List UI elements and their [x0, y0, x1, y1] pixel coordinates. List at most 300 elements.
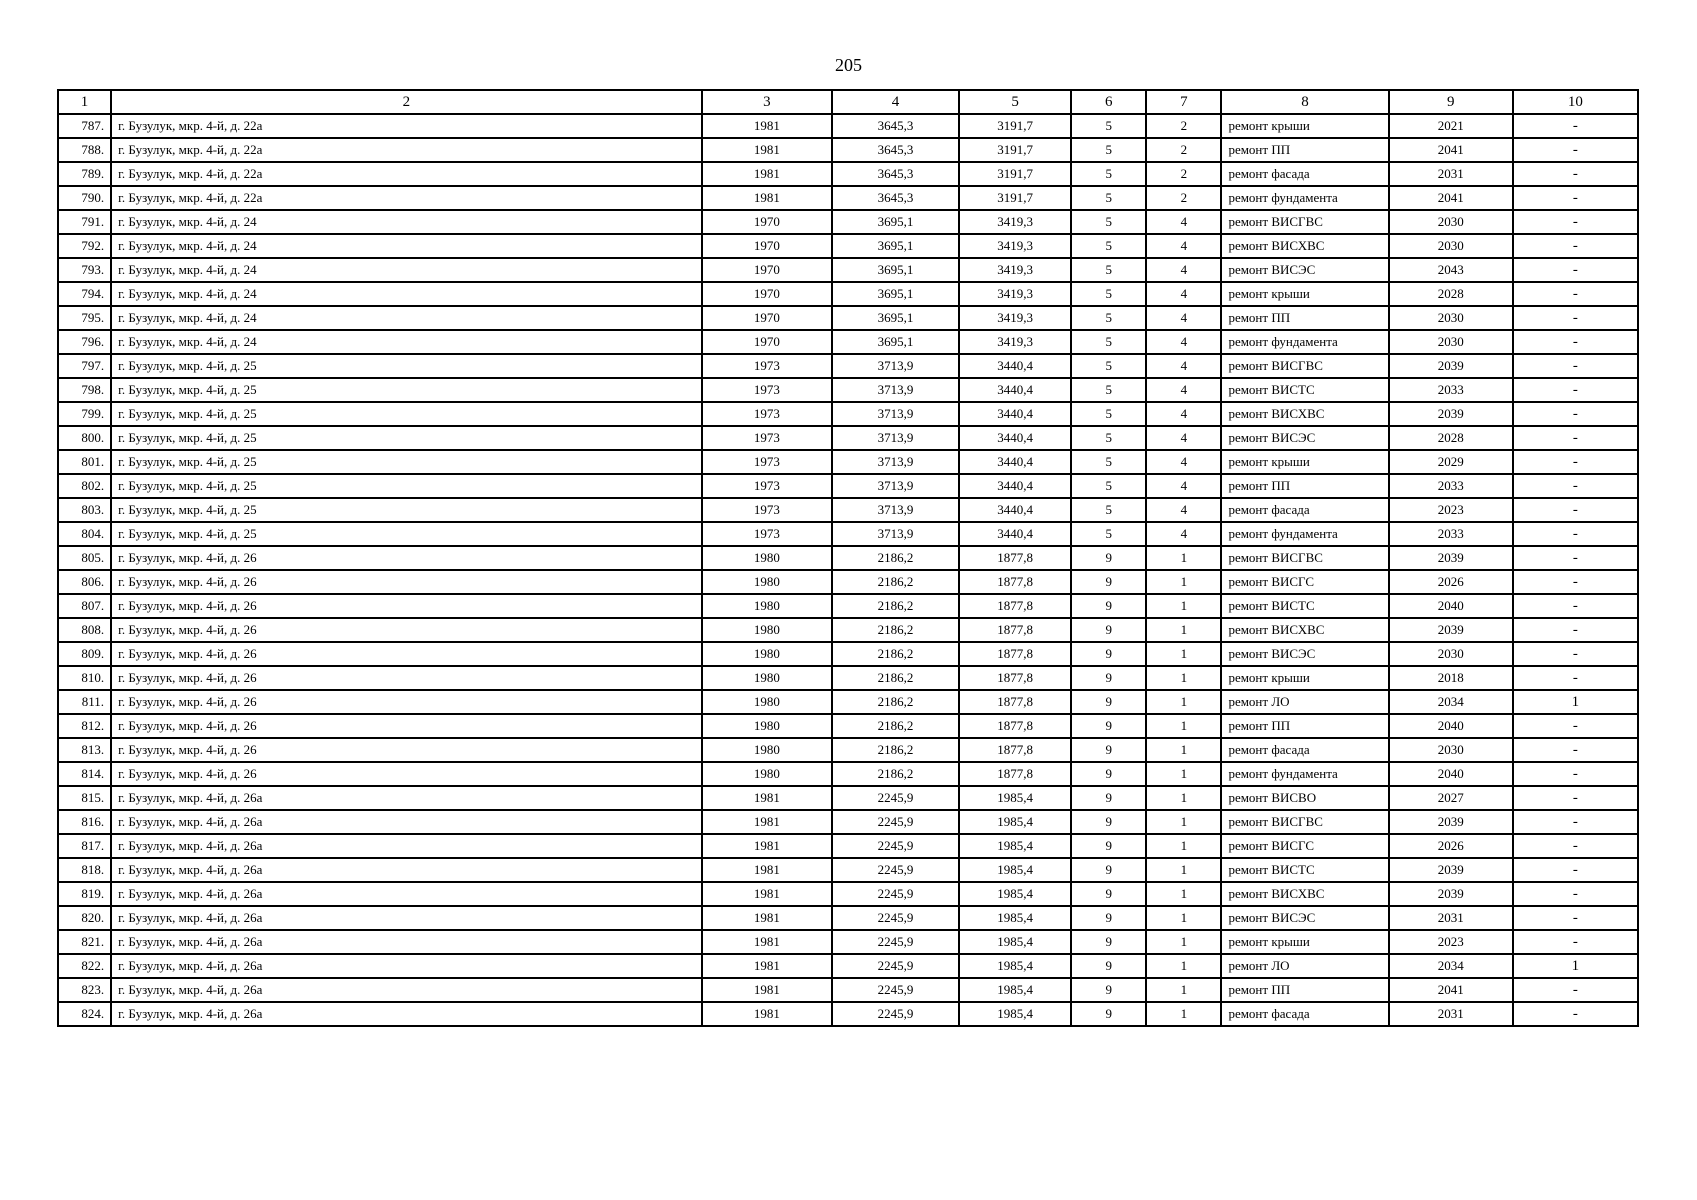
- entrances-cell: 1: [1146, 762, 1221, 786]
- address-cell: г. Бузулук, мкр. 4-й, д. 24: [111, 210, 702, 234]
- living-area-cell: 3191,7: [959, 114, 1071, 138]
- living-area-cell: 3419,3: [959, 258, 1071, 282]
- living-area-cell: 3191,7: [959, 162, 1071, 186]
- column-10-cell: -: [1513, 354, 1638, 378]
- floors-cell: 5: [1071, 162, 1146, 186]
- planned-year-cell: 2026: [1389, 570, 1513, 594]
- year-built-cell: 1980: [702, 762, 832, 786]
- entrances-cell: 1: [1146, 690, 1221, 714]
- row-number-cell: 811.: [58, 690, 111, 714]
- living-area-cell: 1877,8: [959, 618, 1071, 642]
- address-cell: г. Бузулук, мкр. 4-й, д. 26а: [111, 930, 702, 954]
- planned-year-cell: 2021: [1389, 114, 1513, 138]
- address-cell: г. Бузулук, мкр. 4-й, д. 26: [111, 642, 702, 666]
- year-built-cell: 1980: [702, 570, 832, 594]
- address-cell: г. Бузулук, мкр. 4-й, д. 26: [111, 594, 702, 618]
- row-number-cell: 805.: [58, 546, 111, 570]
- table-row: [58, 186, 1638, 210]
- work-type-cell: ремонт ВИСЭС: [1221, 906, 1388, 930]
- entrances-cell: 4: [1146, 210, 1221, 234]
- row-number-cell: 823.: [58, 978, 111, 1002]
- total-area-cell: 2186,2: [832, 738, 959, 762]
- column-10-cell: 1: [1513, 690, 1638, 714]
- work-type-cell: ремонт ПП: [1221, 714, 1388, 738]
- living-area-cell: 3440,4: [959, 426, 1071, 450]
- planned-year-cell: 2031: [1389, 1002, 1513, 1026]
- column-10-cell: -: [1513, 858, 1638, 882]
- year-built-cell: 1981: [702, 138, 832, 162]
- floors-cell: 9: [1071, 786, 1146, 810]
- column-10-cell: -: [1513, 474, 1638, 498]
- row-number-cell: 796.: [58, 330, 111, 354]
- total-area-cell: 3645,3: [832, 114, 959, 138]
- planned-year-cell: 2031: [1389, 906, 1513, 930]
- work-type-cell: ремонт ВИСТС: [1221, 858, 1388, 882]
- living-area-cell: 3419,3: [959, 210, 1071, 234]
- planned-year-cell: 2040: [1389, 594, 1513, 618]
- year-built-cell: 1981: [702, 834, 832, 858]
- planned-year-cell: 2033: [1389, 378, 1513, 402]
- table-row: [58, 162, 1638, 186]
- living-area-cell: 1877,8: [959, 570, 1071, 594]
- row-number-cell: 816.: [58, 810, 111, 834]
- entrances-cell: 4: [1146, 498, 1221, 522]
- table-row: [58, 906, 1638, 930]
- year-built-cell: 1973: [702, 378, 832, 402]
- address-cell: г. Бузулук, мкр. 4-й, д. 24: [111, 330, 702, 354]
- floors-cell: 5: [1071, 234, 1146, 258]
- work-type-cell: ремонт ЛО: [1221, 954, 1388, 978]
- address-cell: г. Бузулук, мкр. 4-й, д. 25: [111, 450, 702, 474]
- work-type-cell: ремонт ВИСТС: [1221, 378, 1388, 402]
- year-built-cell: 1980: [702, 546, 832, 570]
- year-built-cell: 1973: [702, 498, 832, 522]
- table-row: [58, 666, 1638, 690]
- work-type-cell: ремонт ВИСВО: [1221, 786, 1388, 810]
- floors-cell: 5: [1071, 186, 1146, 210]
- entrances-cell: 4: [1146, 522, 1221, 546]
- work-type-cell: ремонт ВИСГВС: [1221, 810, 1388, 834]
- table-row: [58, 834, 1638, 858]
- row-number-cell: 810.: [58, 666, 111, 690]
- row-number-cell: 820.: [58, 906, 111, 930]
- entrances-cell: 4: [1146, 258, 1221, 282]
- planned-year-cell: 2027: [1389, 786, 1513, 810]
- total-area-cell: 3713,9: [832, 426, 959, 450]
- living-area-cell: 1877,8: [959, 690, 1071, 714]
- entrances-cell: 1: [1146, 546, 1221, 570]
- total-area-cell: 2245,9: [832, 930, 959, 954]
- row-number-cell: 812.: [58, 714, 111, 738]
- planned-year-cell: 2039: [1389, 810, 1513, 834]
- table-row: [58, 354, 1638, 378]
- living-area-cell: 3419,3: [959, 234, 1071, 258]
- work-type-cell: ремонт крыши: [1221, 930, 1388, 954]
- total-area-cell: 2186,2: [832, 666, 959, 690]
- year-built-cell: 1981: [702, 858, 832, 882]
- floors-cell: 5: [1071, 210, 1146, 234]
- living-area-cell: 1877,8: [959, 762, 1071, 786]
- address-cell: г. Бузулук, мкр. 4-й, д. 25: [111, 522, 702, 546]
- floors-cell: 5: [1071, 498, 1146, 522]
- year-built-cell: 1973: [702, 522, 832, 546]
- column-10-cell: -: [1513, 666, 1638, 690]
- floors-cell: 5: [1071, 330, 1146, 354]
- row-number-cell: 821.: [58, 930, 111, 954]
- planned-year-cell: 2034: [1389, 954, 1513, 978]
- row-number-cell: 792.: [58, 234, 111, 258]
- address-cell: г. Бузулук, мкр. 4-й, д. 26: [111, 546, 702, 570]
- total-area-cell: 2245,9: [832, 906, 959, 930]
- total-area-cell: 2245,9: [832, 858, 959, 882]
- year-built-cell: 1981: [702, 186, 832, 210]
- row-number-cell: 798.: [58, 378, 111, 402]
- work-type-cell: ремонт ПП: [1221, 306, 1388, 330]
- row-number-cell: 818.: [58, 858, 111, 882]
- total-area-cell: 2245,9: [832, 882, 959, 906]
- entrances-cell: 4: [1146, 426, 1221, 450]
- column-header: 4: [832, 90, 959, 114]
- work-type-cell: ремонт ПП: [1221, 978, 1388, 1002]
- total-area-cell: 2245,9: [832, 810, 959, 834]
- work-type-cell: ремонт ПП: [1221, 138, 1388, 162]
- year-built-cell: 1970: [702, 306, 832, 330]
- planned-year-cell: 2030: [1389, 642, 1513, 666]
- column-10-cell: -: [1513, 162, 1638, 186]
- floors-cell: 9: [1071, 738, 1146, 762]
- address-cell: г. Бузулук, мкр. 4-й, д. 26а: [111, 906, 702, 930]
- year-built-cell: 1970: [702, 282, 832, 306]
- row-number-cell: 790.: [58, 186, 111, 210]
- planned-year-cell: 2030: [1389, 234, 1513, 258]
- row-number-cell: 791.: [58, 210, 111, 234]
- year-built-cell: 1980: [702, 642, 832, 666]
- planned-year-cell: 2039: [1389, 402, 1513, 426]
- total-area-cell: 2245,9: [832, 954, 959, 978]
- work-type-cell: ремонт ВИСГВС: [1221, 210, 1388, 234]
- living-area-cell: 1985,4: [959, 810, 1071, 834]
- planned-year-cell: 2031: [1389, 162, 1513, 186]
- entrances-cell: 1: [1146, 1002, 1221, 1026]
- address-cell: г. Бузулук, мкр. 4-й, д. 26а: [111, 810, 702, 834]
- row-number-cell: 794.: [58, 282, 111, 306]
- table-row: [58, 258, 1638, 282]
- address-cell: г. Бузулук, мкр. 4-й, д. 26а: [111, 858, 702, 882]
- year-built-cell: 1980: [702, 666, 832, 690]
- row-number-cell: 803.: [58, 498, 111, 522]
- total-area-cell: 3695,1: [832, 234, 959, 258]
- floors-cell: 5: [1071, 258, 1146, 282]
- year-built-cell: 1981: [702, 786, 832, 810]
- row-number-cell: 800.: [58, 426, 111, 450]
- row-number-cell: 788.: [58, 138, 111, 162]
- address-cell: г. Бузулук, мкр. 4-й, д. 26: [111, 714, 702, 738]
- living-area-cell: 3419,3: [959, 306, 1071, 330]
- table-row: [58, 618, 1638, 642]
- living-area-cell: 1877,8: [959, 594, 1071, 618]
- total-area-cell: 2186,2: [832, 618, 959, 642]
- total-area-cell: 3645,3: [832, 138, 959, 162]
- work-type-cell: ремонт фундамента: [1221, 762, 1388, 786]
- total-area-cell: 2186,2: [832, 546, 959, 570]
- living-area-cell: 3419,3: [959, 282, 1071, 306]
- table-row: [58, 810, 1638, 834]
- entrances-cell: 1: [1146, 714, 1221, 738]
- row-number-cell: 797.: [58, 354, 111, 378]
- table-row: [58, 594, 1638, 618]
- living-area-cell: 3440,4: [959, 378, 1071, 402]
- table-row: [58, 930, 1638, 954]
- column-10-cell: -: [1513, 258, 1638, 282]
- column-10-cell: -: [1513, 930, 1638, 954]
- floors-cell: 9: [1071, 834, 1146, 858]
- entrances-cell: 1: [1146, 594, 1221, 618]
- work-type-cell: ремонт ВИСХВС: [1221, 402, 1388, 426]
- address-cell: г. Бузулук, мкр. 4-й, д. 26: [111, 666, 702, 690]
- work-type-cell: ремонт фасада: [1221, 738, 1388, 762]
- floors-cell: 5: [1071, 522, 1146, 546]
- floors-cell: 5: [1071, 114, 1146, 138]
- planned-year-cell: 2030: [1389, 210, 1513, 234]
- entrances-cell: 2: [1146, 162, 1221, 186]
- table-row: [58, 786, 1638, 810]
- address-cell: г. Бузулук, мкр. 4-й, д. 26а: [111, 786, 702, 810]
- entrances-cell: 4: [1146, 402, 1221, 426]
- planned-year-cell: 2039: [1389, 546, 1513, 570]
- planned-year-cell: 2039: [1389, 882, 1513, 906]
- entrances-cell: 4: [1146, 330, 1221, 354]
- work-type-cell: ремонт ВИСХВС: [1221, 234, 1388, 258]
- planned-year-cell: 2043: [1389, 258, 1513, 282]
- living-area-cell: 1985,4: [959, 978, 1071, 1002]
- work-type-cell: ремонт ВИСГС: [1221, 834, 1388, 858]
- work-type-cell: ремонт ПП: [1221, 474, 1388, 498]
- table-row: [58, 138, 1638, 162]
- total-area-cell: 3695,1: [832, 258, 959, 282]
- living-area-cell: 1985,4: [959, 786, 1071, 810]
- entrances-cell: 1: [1146, 858, 1221, 882]
- column-10-cell: -: [1513, 426, 1638, 450]
- planned-year-cell: 2040: [1389, 762, 1513, 786]
- total-area-cell: 2186,2: [832, 642, 959, 666]
- year-built-cell: 1970: [702, 258, 832, 282]
- floors-cell: 5: [1071, 306, 1146, 330]
- floors-cell: 5: [1071, 354, 1146, 378]
- entrances-cell: 1: [1146, 834, 1221, 858]
- address-cell: г. Бузулук, мкр. 4-й, д. 26а: [111, 1002, 702, 1026]
- floors-cell: 9: [1071, 690, 1146, 714]
- entrances-cell: 2: [1146, 114, 1221, 138]
- planned-year-cell: 2039: [1389, 618, 1513, 642]
- year-built-cell: 1973: [702, 354, 832, 378]
- living-area-cell: 1877,8: [959, 546, 1071, 570]
- entrances-cell: 4: [1146, 354, 1221, 378]
- floors-cell: 5: [1071, 450, 1146, 474]
- year-built-cell: 1981: [702, 162, 832, 186]
- table-row: [58, 882, 1638, 906]
- table-row: [58, 450, 1638, 474]
- column-10-cell: -: [1513, 762, 1638, 786]
- table-row: [58, 570, 1638, 594]
- column-10-cell: -: [1513, 498, 1638, 522]
- total-area-cell: 3695,1: [832, 306, 959, 330]
- living-area-cell: 1985,4: [959, 1002, 1071, 1026]
- entrances-cell: 1: [1146, 570, 1221, 594]
- planned-year-cell: 2029: [1389, 450, 1513, 474]
- living-area-cell: 1877,8: [959, 714, 1071, 738]
- table-row: [58, 402, 1638, 426]
- living-area-cell: 3440,4: [959, 354, 1071, 378]
- planned-year-cell: 2030: [1389, 738, 1513, 762]
- planned-year-cell: 2039: [1389, 354, 1513, 378]
- total-area-cell: 2186,2: [832, 570, 959, 594]
- total-area-cell: 3713,9: [832, 450, 959, 474]
- living-area-cell: 1985,4: [959, 882, 1071, 906]
- row-number-cell: 799.: [58, 402, 111, 426]
- work-type-cell: ремонт ЛО: [1221, 690, 1388, 714]
- column-10-cell: -: [1513, 906, 1638, 930]
- column-10-cell: -: [1513, 522, 1638, 546]
- address-cell: г. Бузулук, мкр. 4-й, д. 26а: [111, 954, 702, 978]
- floors-cell: 9: [1071, 762, 1146, 786]
- row-number-cell: 814.: [58, 762, 111, 786]
- row-number-cell: 795.: [58, 306, 111, 330]
- living-area-cell: 3440,4: [959, 522, 1071, 546]
- row-number-cell: 802.: [58, 474, 111, 498]
- column-header: 6: [1071, 90, 1146, 114]
- table-row: [58, 1002, 1638, 1026]
- year-built-cell: 1981: [702, 810, 832, 834]
- column-10-cell: 1: [1513, 954, 1638, 978]
- floors-cell: 5: [1071, 282, 1146, 306]
- planned-year-cell: 2030: [1389, 306, 1513, 330]
- entrances-cell: 1: [1146, 882, 1221, 906]
- entrances-cell: 4: [1146, 474, 1221, 498]
- table-row: [58, 234, 1638, 258]
- row-number-cell: 808.: [58, 618, 111, 642]
- planned-year-cell: 2033: [1389, 522, 1513, 546]
- address-cell: г. Бузулук, мкр. 4-й, д. 26а: [111, 882, 702, 906]
- work-type-cell: ремонт фундамента: [1221, 330, 1388, 354]
- address-cell: г. Бузулук, мкр. 4-й, д. 24: [111, 234, 702, 258]
- entrances-cell: 1: [1146, 786, 1221, 810]
- work-type-cell: ремонт ВИСЭС: [1221, 426, 1388, 450]
- total-area-cell: 2186,2: [832, 714, 959, 738]
- floors-cell: 5: [1071, 474, 1146, 498]
- year-built-cell: 1981: [702, 1002, 832, 1026]
- year-built-cell: 1981: [702, 882, 832, 906]
- year-built-cell: 1970: [702, 234, 832, 258]
- table-row: [58, 210, 1638, 234]
- address-cell: г. Бузулук, мкр. 4-й, д. 25: [111, 498, 702, 522]
- work-type-cell: ремонт ВИСГВС: [1221, 354, 1388, 378]
- address-cell: г. Бузулук, мкр. 4-й, д. 22а: [111, 162, 702, 186]
- column-10-cell: -: [1513, 402, 1638, 426]
- column-10-cell: -: [1513, 810, 1638, 834]
- work-type-cell: ремонт ВИСЭС: [1221, 258, 1388, 282]
- total-area-cell: 2245,9: [832, 786, 959, 810]
- living-area-cell: 1985,4: [959, 906, 1071, 930]
- year-built-cell: 1973: [702, 402, 832, 426]
- total-area-cell: 3713,9: [832, 522, 959, 546]
- page-number: 205: [835, 55, 862, 75]
- planned-year-cell: 2041: [1389, 138, 1513, 162]
- floors-cell: 9: [1071, 618, 1146, 642]
- table-row: [58, 474, 1638, 498]
- living-area-cell: 1985,4: [959, 858, 1071, 882]
- repair-schedule-table: [57, 89, 1639, 1027]
- column-10-cell: -: [1513, 114, 1638, 138]
- floors-cell: 9: [1071, 666, 1146, 690]
- work-type-cell: ремонт фасада: [1221, 498, 1388, 522]
- row-number-cell: 787.: [58, 114, 111, 138]
- table-row: [58, 642, 1638, 666]
- work-type-cell: ремонт ВИСЭС: [1221, 642, 1388, 666]
- living-area-cell: 1985,4: [959, 930, 1071, 954]
- column-10-cell: -: [1513, 138, 1638, 162]
- address-cell: г. Бузулук, мкр. 4-й, д. 24: [111, 306, 702, 330]
- column-10-cell: -: [1513, 234, 1638, 258]
- table-row: [58, 738, 1638, 762]
- address-cell: г. Бузулук, мкр. 4-й, д. 22а: [111, 114, 702, 138]
- planned-year-cell: 2023: [1389, 930, 1513, 954]
- address-cell: г. Бузулук, мкр. 4-й, д. 26а: [111, 978, 702, 1002]
- living-area-cell: 1877,8: [959, 642, 1071, 666]
- entrances-cell: 1: [1146, 978, 1221, 1002]
- table-body: [58, 114, 1638, 1026]
- column-10-cell: -: [1513, 330, 1638, 354]
- column-10-cell: -: [1513, 738, 1638, 762]
- table-row: [58, 114, 1638, 138]
- planned-year-cell: 2030: [1389, 330, 1513, 354]
- column-10-cell: -: [1513, 210, 1638, 234]
- living-area-cell: 3191,7: [959, 186, 1071, 210]
- table-row: [58, 762, 1638, 786]
- address-cell: г. Бузулук, мкр. 4-й, д. 26: [111, 570, 702, 594]
- column-10-cell: -: [1513, 450, 1638, 474]
- total-area-cell: 2245,9: [832, 834, 959, 858]
- column-10-cell: -: [1513, 642, 1638, 666]
- planned-year-cell: 2034: [1389, 690, 1513, 714]
- row-number-cell: 789.: [58, 162, 111, 186]
- year-built-cell: 1973: [702, 450, 832, 474]
- entrances-cell: 1: [1146, 930, 1221, 954]
- floors-cell: 5: [1071, 138, 1146, 162]
- floors-cell: 9: [1071, 594, 1146, 618]
- address-cell: г. Бузулук, мкр. 4-й, д. 24: [111, 258, 702, 282]
- planned-year-cell: 2023: [1389, 498, 1513, 522]
- column-10-cell: -: [1513, 786, 1638, 810]
- year-built-cell: 1970: [702, 210, 832, 234]
- work-type-cell: ремонт ВИСХВС: [1221, 618, 1388, 642]
- total-area-cell: 2186,2: [832, 594, 959, 618]
- address-cell: г. Бузулук, мкр. 4-й, д. 25: [111, 426, 702, 450]
- total-area-cell: 3713,9: [832, 378, 959, 402]
- total-area-cell: 3645,3: [832, 162, 959, 186]
- entrances-cell: 1: [1146, 810, 1221, 834]
- column-10-cell: -: [1513, 282, 1638, 306]
- table-row: [58, 522, 1638, 546]
- total-area-cell: 3695,1: [832, 330, 959, 354]
- entrances-cell: 4: [1146, 306, 1221, 330]
- row-number-cell: 806.: [58, 570, 111, 594]
- row-number-cell: 809.: [58, 642, 111, 666]
- entrances-cell: 1: [1146, 954, 1221, 978]
- work-type-cell: ремонт ВИСХВС: [1221, 882, 1388, 906]
- work-type-cell: ремонт фундамента: [1221, 522, 1388, 546]
- table-row: [58, 282, 1638, 306]
- column-header: 10: [1513, 90, 1638, 114]
